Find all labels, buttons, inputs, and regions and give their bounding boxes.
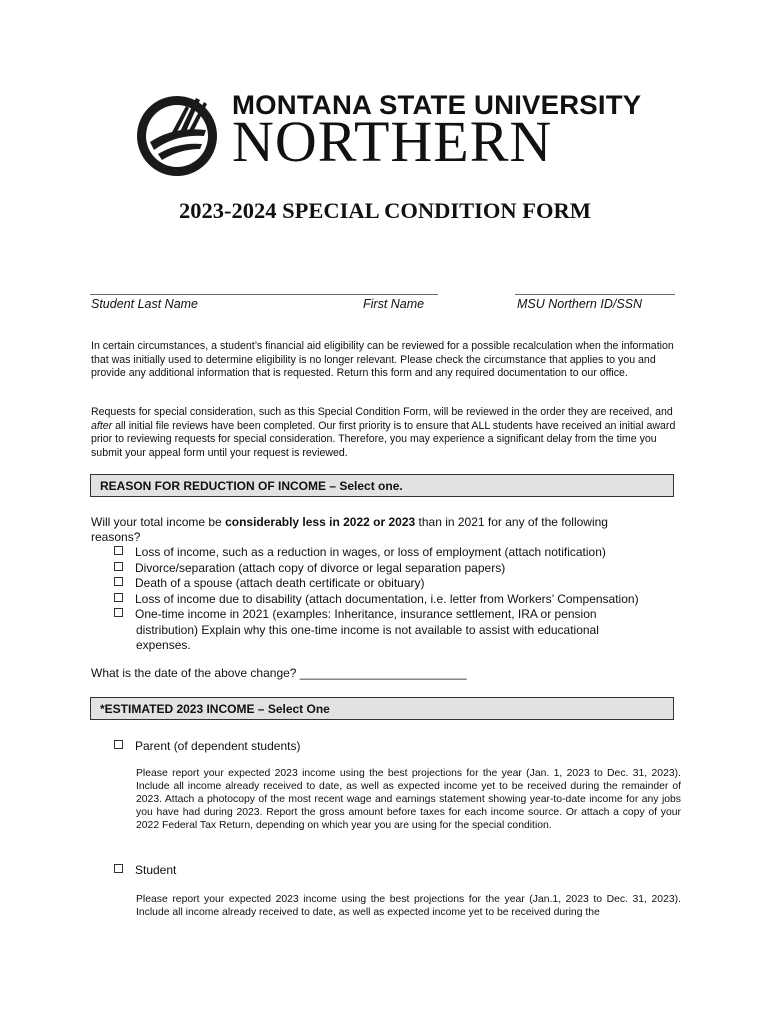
review-order-emphasis: after — [91, 419, 113, 432]
review-order-text-b: all initial file reviews have been completed. Our first priority is to ensure that ALL students have received an initial award prior to reviewing requests for special consideration. Therefore, you may experience a significant delay from the time you submit your appeal form until your request is reviewed. — [91, 419, 676, 459]
checkbox-icon[interactable] — [114, 608, 123, 617]
checkbox-icon[interactable] — [114, 577, 123, 586]
question-text-a: Will your total income be — [91, 515, 226, 529]
form-title: 2023-2024 SPECIAL CONDITION FORM — [179, 198, 591, 223]
intro-paragraph: In certain circumstances, a student’s financial aid eligibility can be reviewed for a possible recalculation when the information that was initially used to determine eligibility is no longer relevant. Please check the circumstance that applies to you and provide any additional information that is requested. Return this form and any required documentation to our office. — [91, 340, 674, 379]
parent-instructions: Please report your expected 2023 income using the best projections for the year (Jan. 1, 2023 to Dec. 31, 2023). Include all income already received to date, as well as expected income yet to be received during the remainder of 2023. Attach a photocopy of the most recent wage and earnings statement showing year-to-date income for any jobs you have had during 2023. Report the gross amount before taxes for each income source. Or attach a copy of your 2022 Federal Tax Return, depending on which year you are using for the special condition. — [136, 768, 681, 831]
option-label: Student — [135, 863, 177, 877]
review-order-paragraph — [91, 406, 681, 460]
section-heading-text: REASON FOR REDUCTION OF INCOME – Select one. — [100, 479, 403, 493]
option-one-time-income-line2: distribution) Explain why this one-time income is not available to assist with educational — [136, 623, 599, 637]
option-disability[interactable] — [114, 592, 639, 608]
first-name-label: First Name — [363, 297, 425, 311]
option-label: Death of a spouse (attach death certificate or obituary) — [135, 576, 425, 590]
section-heading-income-reduction — [90, 474, 674, 497]
option-student[interactable] — [114, 863, 176, 877]
id-label: MSU Northern ID/SSN — [517, 297, 643, 311]
income-question — [91, 515, 608, 531]
option-parent[interactable] — [114, 739, 300, 753]
checkbox-icon[interactable] — [114, 562, 123, 571]
last-name-line[interactable] — [90, 294, 438, 295]
option-label: Loss of income, such as a reduction in wages, or loss of employment (attach notification) — [135, 545, 606, 559]
date-of-change-question[interactable]: What is the date of the above change? _________________________ — [91, 666, 467, 680]
section-heading-estimated-income — [90, 697, 674, 720]
option-one-time-income[interactable] — [114, 607, 597, 623]
question-text-b: than in 2021 for any of the following — [415, 515, 608, 529]
option-label: Loss of income due to disability (attach documentation, i.e. letter from Workers’ Compensation) — [135, 592, 639, 606]
option-loss-of-income[interactable] — [114, 545, 606, 561]
checkbox-icon[interactable] — [114, 593, 123, 602]
logo-university-name: MONTANA STATE UNIVERSITY — [232, 90, 642, 120]
option-label: Parent (of dependent students) — [135, 739, 301, 753]
checkbox-icon[interactable] — [114, 864, 123, 873]
review-order-text-a: Requests for special consideration, such as this Special Condition Form, will be reviewed in the order they are received, and — [91, 406, 673, 418]
option-one-time-income-line3: expenses. — [136, 638, 191, 652]
logo-campus-name: NORTHERN — [232, 109, 553, 174]
id-line[interactable] — [515, 294, 675, 295]
option-label: Divorce/separation (attach copy of divorce or legal separation papers) — [135, 561, 506, 575]
option-label: One-time income in 2021 (examples: Inheritance, insurance settlement, IRA or pension — [135, 607, 597, 621]
student-instructions: Please report your expected 2023 income using the best projections for the year (Jan.1, 2023 to Dec. 31, 2023). Include all income already received to date, as well as expected income yet to be received during the — [136, 894, 681, 918]
option-divorce[interactable] — [114, 561, 505, 577]
income-question-line2: reasons? — [91, 530, 141, 544]
section-heading-text: *ESTIMATED 2023 INCOME – Select One — [100, 702, 330, 716]
checkbox-icon[interactable] — [114, 740, 123, 749]
option-death-of-spouse[interactable] — [114, 576, 425, 592]
university-logo-icon — [134, 92, 220, 178]
last-name-label: Student Last Name — [91, 297, 199, 311]
checkbox-icon[interactable] — [114, 546, 123, 555]
question-text-bold: considerably less in 2022 or 2023 — [225, 515, 416, 529]
